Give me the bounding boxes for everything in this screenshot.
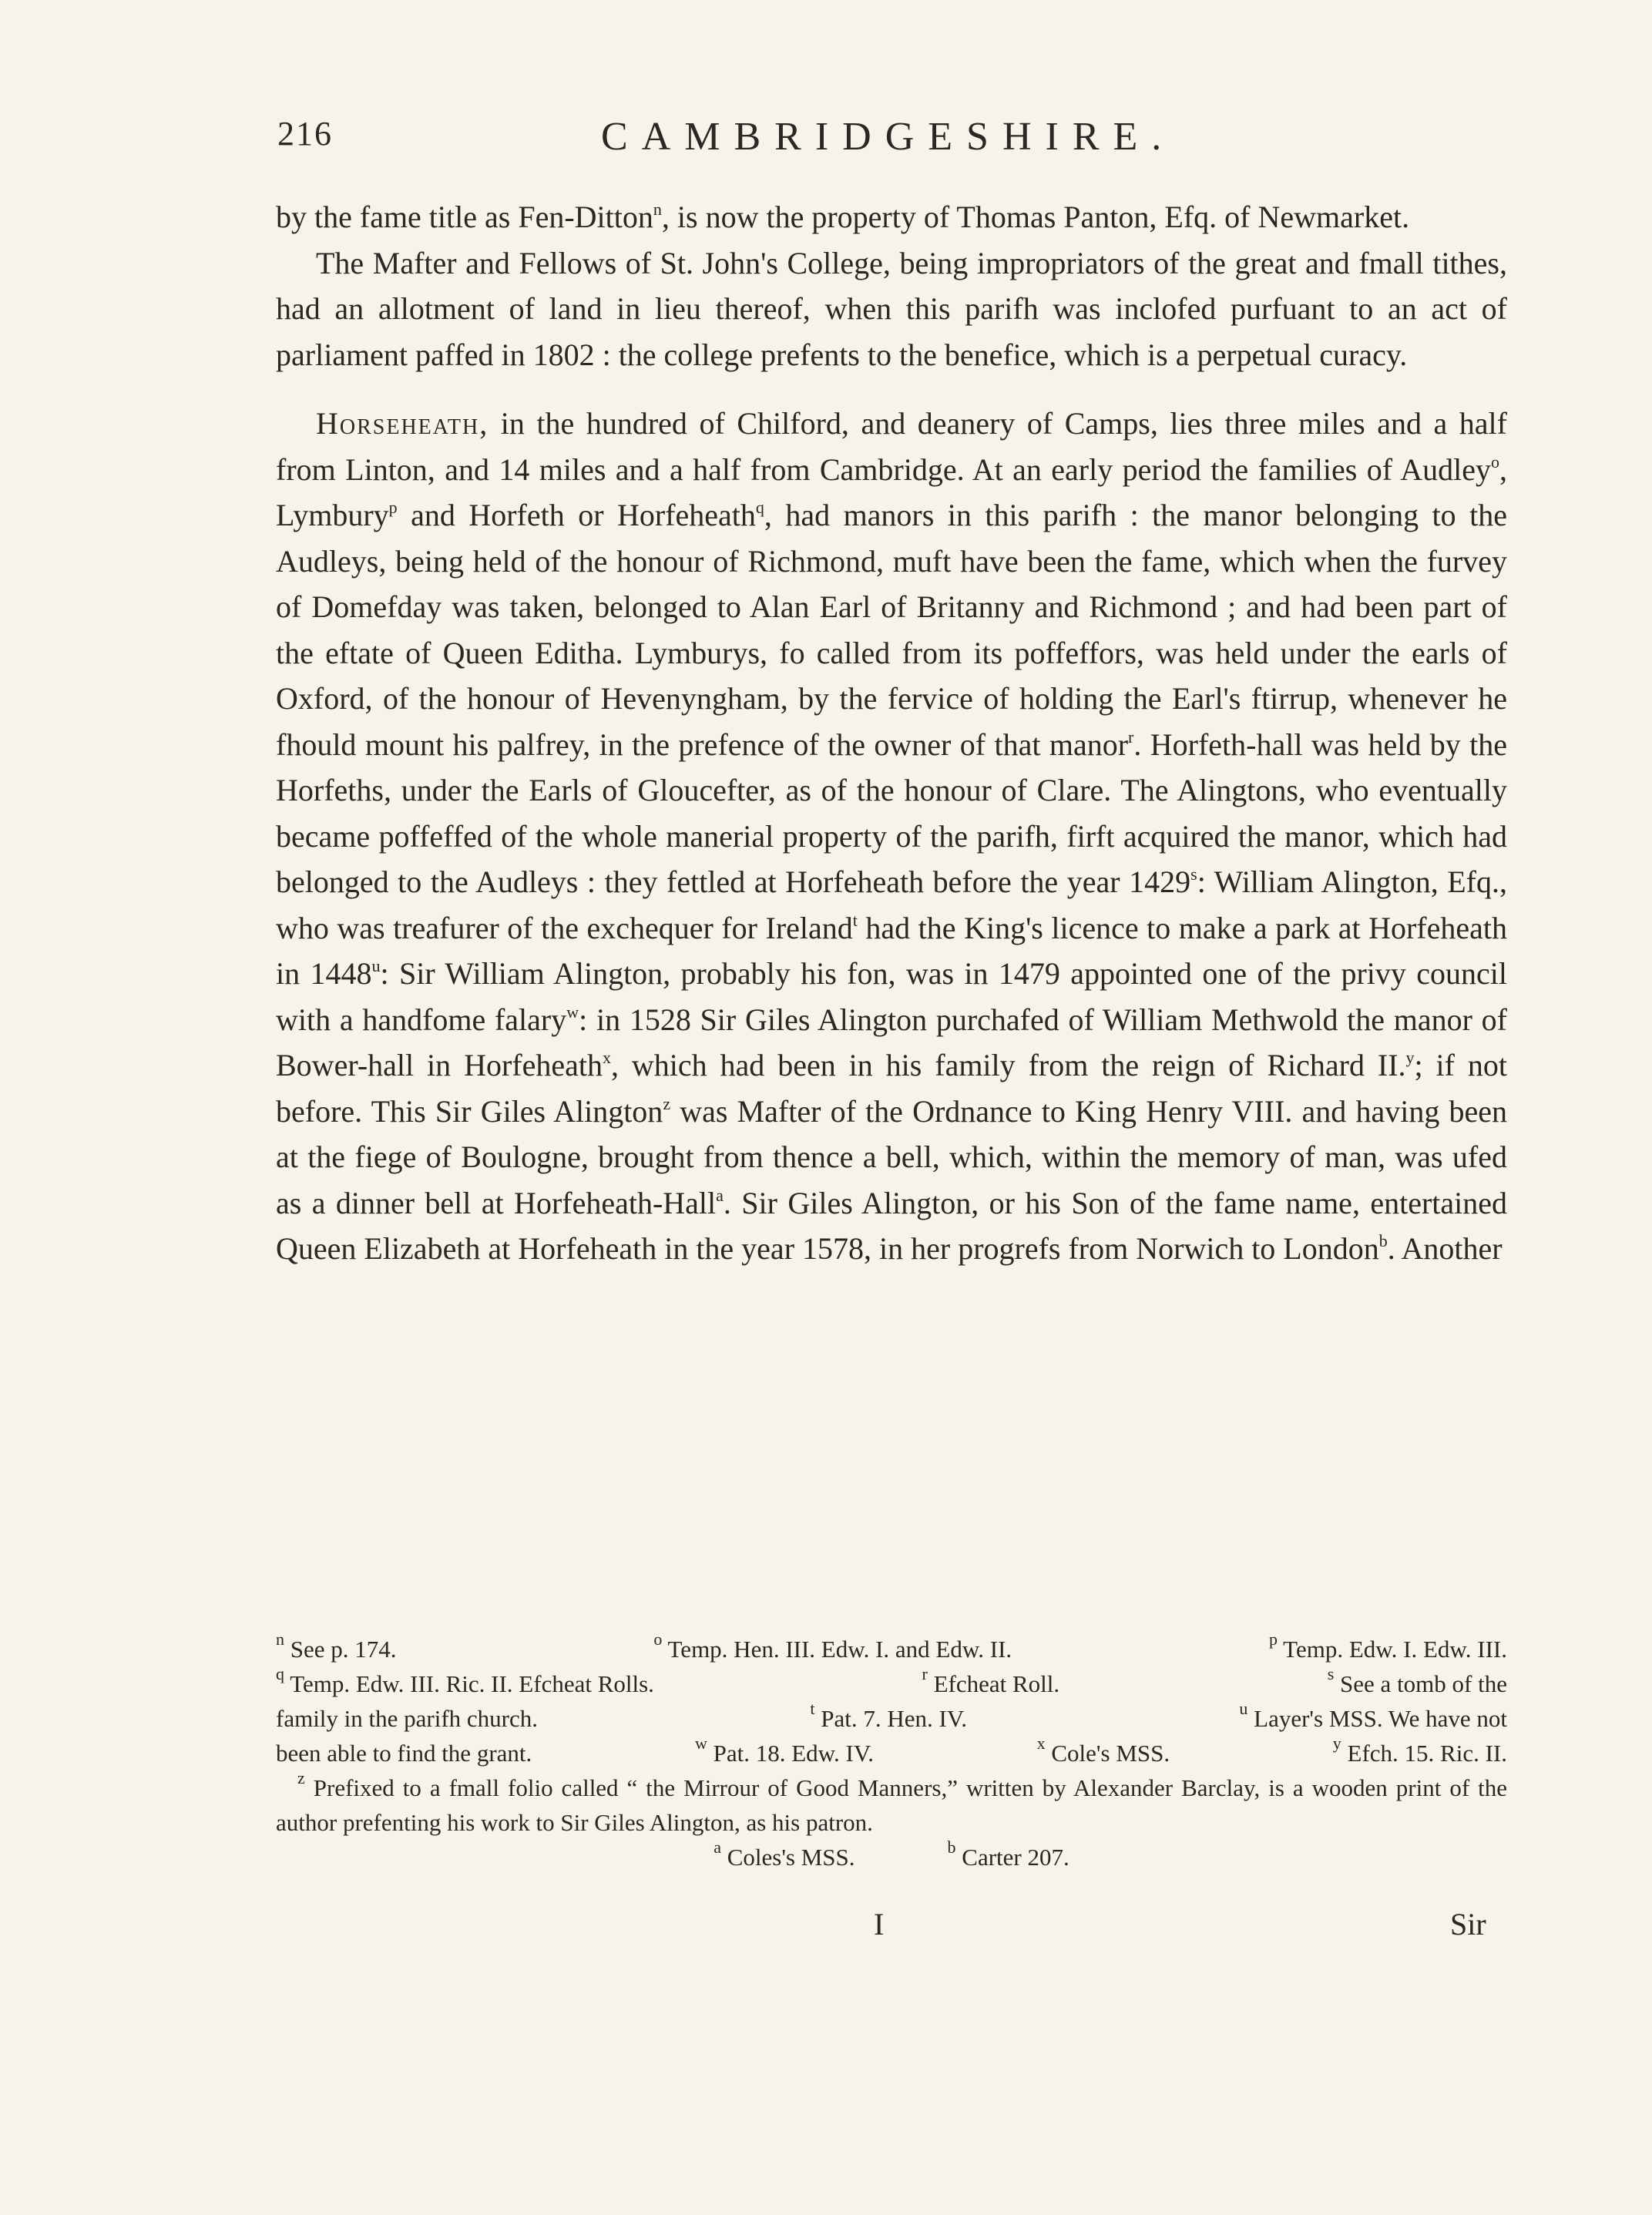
- footnote: $^s$ See a tomb of the: [1327, 1664, 1507, 1697]
- footnote: $^x$ Cole's MSS.: [1036, 1733, 1170, 1767]
- footnote-marker: r: [1128, 727, 1134, 747]
- footnote-row: [276, 1733, 1507, 1770]
- footnote: $^t$ Pat. 7. Hen. IV.: [810, 1699, 968, 1732]
- footnote-marker: x: [602, 1048, 611, 1067]
- footnote-row: [276, 1837, 1507, 1874]
- signature-mark: I: [874, 1907, 885, 1941]
- footnote: $^r$ Efcheat Roll.: [922, 1664, 1060, 1697]
- footnote: $^o$ Temp. Hen. III. Edw. I. and Edw. II.: [653, 1629, 1012, 1663]
- footnote: $^p$ Temp. Edw. I. Edw. III.: [1268, 1629, 1507, 1663]
- footnote: $^q$ Temp. Edw. III. Ric. II. Efcheat Rolls.: [276, 1664, 654, 1697]
- footnote: $^y$ Efch. 15. Ric. II.: [1332, 1733, 1507, 1767]
- footnote-row: [276, 1701, 1507, 1736]
- footnote: $^b$ Carter 207.: [947, 1837, 1069, 1871]
- footnote-marker: s: [1190, 864, 1197, 884]
- running-title: CAMBRIDGESHIRE.: [601, 115, 1176, 159]
- footnote-marker: u: [371, 956, 381, 975]
- footnote: been able to find the grant.: [276, 1740, 532, 1767]
- page-header: [277, 114, 1510, 168]
- catchword: Sir: [1450, 1907, 1486, 1941]
- footnote-marker: o: [1491, 451, 1499, 472]
- footnote: family in the parifh church.: [276, 1705, 539, 1732]
- paragraph-fen-ditton: by the fame title as Fen-Ditton$^n$, is now the property of Thomas Panton, Efq. of Newmarket.: [276, 200, 1410, 234]
- footnote-marker: q: [755, 498, 764, 517]
- footnote-row: [276, 1629, 1507, 1666]
- place-name-horseheath: Horseheath,: [316, 406, 489, 441]
- footnote: $^n$ See p. 174.: [276, 1629, 397, 1663]
- footnote-marker: z: [663, 1093, 671, 1113]
- footnote: $^a$ Coles's MSS.: [714, 1837, 855, 1871]
- paragraph-horseheath: Horseheath, in the hundred of Chilford, and deanery of Camps, lies three miles and a half from Linton, and 14 miles and a half from Cambridge. At an early period the families of Audley$^o$, Lymbury$^p$ and Horfeth or Horfeheath$^q$, had manors in this parifh : the manor belonging to the Audleys, being held of the honour of Richmond, muft have been the fame, which when the furvey of Domefday was taken, belonged to Alan Earl of Britanny and Richmond ; and had been part of the eftate of Queen Editha. Lymburys, fo called from its poffeffors, was held under the earls of Oxford, of the honour of Hevenyngham, by the fervice of holding the Earl's ftirrup, whenever he fhould mount his palfrey, in the prefence of the owner of that manor$^r$. Horfeth-hall was held by the Horfeths, under the Earls of Gloucefter, as of the honour of Clare. The Alingtons, who eventually became poffeffed of the whole manerial property of the parifh, firft acquired the manor, which had belonged to the Audleys : they fettled at Horfeheath before the year 1429$^s$: William Alington, Efq., who was treafurer of the exchequer for Ireland$^t$ had the King's licence to make a park at Horfeheath in 1448$^u$: Sir William Alington, probably his fon, was in 1479 appointed one of the privy council with a handfome falary$^w$: in 1528 Sir Giles Alington purchafed of William Methwold the manor of Bower-hall in Horfeheath$^x$, which had been in his family from the reign of Richard II.$^y$; if not before. This Sir Giles Alington$^z$ was Mafter of the Ordnance to King Henry VIII. and having been at the fiege of Boulogne, brought from thence a bell, which, within the memory of man, was ufed as a dinner bell at Horfeheath-Hall$^a$. Sir Giles Alington, or his Son of the fame name, entertained Queen Elizabeth at Horfeheath in the year 1578, in her progrefs from Norwich to London$^b$. Another: [276, 406, 1508, 1266]
- footnote: $^w$ Pat. 18. Edw. IV.: [694, 1733, 874, 1767]
- footnote-marker: w: [566, 1002, 579, 1022]
- page-number: 216: [277, 115, 333, 153]
- main-text: [276, 194, 1507, 1272]
- footnote-marker: a: [716, 1185, 724, 1205]
- footnote-marker: t: [852, 910, 858, 930]
- footnote-row: [276, 1666, 1507, 1701]
- footnote: $^u$ Layer's MSS. We have not: [1239, 1699, 1507, 1732]
- footnote-barclay: $^z$ Prefixed to a fmall folio called “ the Mirrour of Good Manners,” written by Alexander Barclay, is a wooden print of the author prefenting his work to Sir Giles Alington, as his patron.: [276, 1768, 1507, 1836]
- footnote-marker: p: [388, 498, 398, 517]
- footnote-marker: n: [653, 200, 662, 219]
- footnotes: [276, 1629, 1507, 1874]
- footnote-marker: y: [1405, 1048, 1415, 1067]
- paragraph-st-johns-college: The Mafter and Fellows of St. John's College, being impropriators of the great and fmall tithes, had an allotment of land in lieu thereof, when this parifh was inclofed purfuant to an act of parliament paffed in 1802 : the college prefents to the benefice, which is a perpetual curacy.: [276, 245, 1507, 372]
- footnote-marker: b: [1378, 1231, 1388, 1250]
